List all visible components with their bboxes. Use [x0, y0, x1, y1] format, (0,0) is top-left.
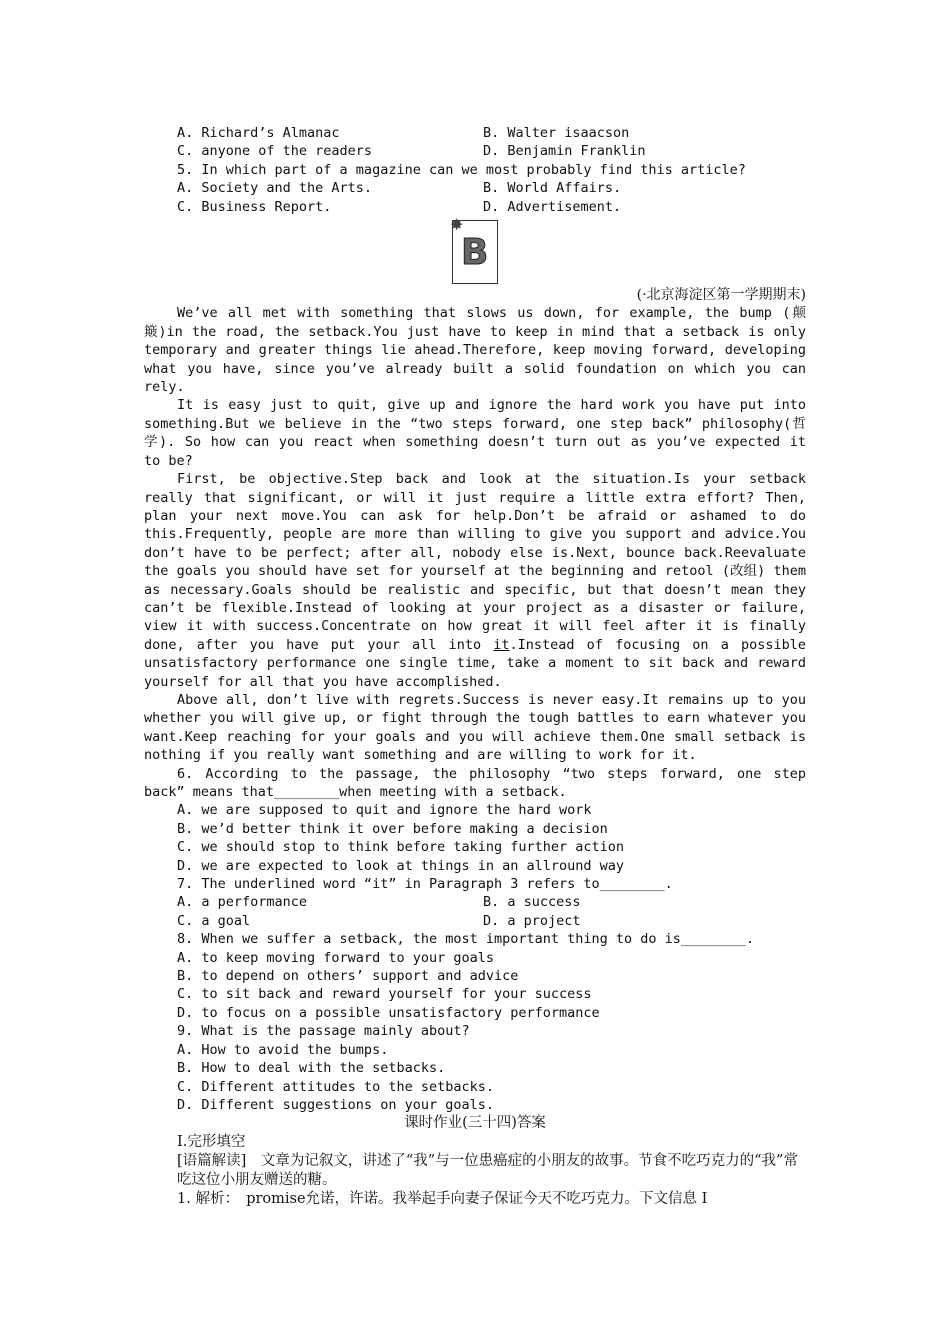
answers-title: 课时作业(三十四)答案 — [404, 1115, 546, 1132]
q5-option-d: D. Advertisement. — [483, 198, 622, 215]
q6-stem: 6. According to the passage, the philosophy “two steps forward, one step back” means that________when meeting with a setback. — [144, 765, 806, 800]
q5-options-row-2 — [144, 198, 806, 216]
q9-stem: 9. What is the passage mainly about? — [177, 1023, 470, 1040]
q7-option-c: C. a goal — [177, 912, 251, 929]
q6-option-a: A. we are supposed to quit and ignore the hard work — [177, 802, 592, 819]
q7-option-a: A. a performance — [177, 894, 308, 911]
answers-item-1: 1. 解析： promise允诺，许诺。我举起手向妻子保证今天不吃巧克力。下文信息 I — [177, 1190, 708, 1207]
answers-analysis-text: [语篇解读] 文章为记叙文，讲述了“我”与一位患癌症的小朋友的故事。节食不吃巧克力的“我”常吃这位小朋友赠送的糖。 — [177, 1152, 798, 1188]
q5-stem: 5. In which part of a magazine can we most probably find this article? — [177, 161, 746, 178]
star-badge-icon: ✸ — [450, 215, 464, 235]
passage-paragraph-1: We’ve all met with something that slows us down, for example, the bump (颠簸)in the road, the setback.You just have to keep in mind that a setback is only temporary and greater things lie ahead.Therefore, keep moving forward, developing what you have, since you’ve already built a solid foundation on which you can rely. — [144, 305, 806, 396]
answers-section-heading: I.完形填空 — [177, 1133, 246, 1150]
q5-option-b: B. World Affairs. — [483, 180, 622, 197]
q4-option-b: B. Walter isaacson — [483, 125, 630, 141]
q6-option-c: C. we should stop to think before taking further action — [177, 839, 625, 856]
passage-paragraph-4: Above all, don’t live with regrets.Success is never easy.It remains up to you whether you will give up, or fight through the tough battles to earn whatever you want.Keep reaching for your goals and you will achieve them.One small setback is nothing if you really want something and are willing to work for it. — [144, 691, 806, 764]
q4-options-row-2 — [144, 142, 806, 160]
q8-option-b: B. to depend on others’ support and advice — [177, 968, 519, 985]
section-letter: B — [461, 232, 489, 274]
q8-stem: 8. When we suffer a setback, the most important thing to do is________. — [177, 931, 755, 948]
q9-option-d: D. Different suggestions on your goals. — [177, 1096, 494, 1113]
passage-paragraph-2: It is easy just to quit, give up and ignore the hard work you have put into something.But we believe in the “two steps forward, one step back” philosophy(哲学). So how can you react when something doesn’t turn out as you’ve expected it to be? — [144, 397, 806, 469]
q9-option-c: C. Different attitudes to the setbacks. — [177, 1078, 494, 1095]
q5-option-a: A. Society and the Arts. — [177, 180, 373, 197]
section-b-logo — [144, 215, 806, 284]
paragraph-3-part-1: First, be objective.Step back and look at the situation.Is your setback really that significant, or will it just require a little extra effort? Then, plan your next move.You can ask for help.Don’t be afraid or ashamed to do this.Frequently, people are more than willing to give you support and advice.You don’t have to be perfect; after all, nobody else is.Next, bounce back.Reevaluate the goals you should have set for yourself at the beginning and retool (改组) them as necessary.Goals should be realistic and specific, but that doesn’t mean they can’t be flexible.Instead of looking at your project as a disaster or failure, view it with success.Concentrate on how great it will feel after it is finally done, after you have put your all into — [144, 471, 806, 653]
section-letter-badge — [450, 215, 498, 284]
q5-option-c: C. Business Report. — [177, 198, 332, 215]
q4-options-row-1 — [144, 124, 806, 142]
q4-option-d: D. Benjamin Franklin — [483, 143, 646, 160]
q4-option-c: C. anyone of the readers — [177, 143, 373, 160]
passage-source: (·北京海淀区第一学期期末) — [636, 287, 806, 304]
paragraph-3-part-2: .Instead of focusing on a possible unsatisfactory performance one single time, take a moment to sit back and reward yourself for all that you have accomplished. — [144, 636, 806, 690]
document-page — [144, 124, 806, 1209]
q9-option-a: A. How to avoid the bumps. — [177, 1041, 389, 1058]
q6-option-d: D. we are expected to look at things in an allround way — [177, 857, 625, 874]
q9-option-b: B. How to deal with the setbacks. — [177, 1060, 446, 1077]
underlined-word-it: it — [493, 636, 510, 653]
q8-option-c: C. to sit back and reward yourself for your success — [177, 986, 592, 1003]
q7-stem: 7. The underlined word “it” in Paragraph 3 refers to________. — [177, 876, 673, 893]
answers-analysis — [144, 1152, 806, 1190]
q8-option-a: A. to keep moving forward to your goals — [177, 949, 494, 966]
q8-option-d: D. to focus on a possible unsatisfactory performance — [177, 1004, 600, 1021]
q7-options-row-2 — [144, 912, 806, 930]
q7-option-b: B. a success — [483, 894, 581, 911]
q7-option-d: D. a project — [483, 912, 581, 929]
q4-option-a: A. Richard’s Almanac — [177, 125, 340, 141]
passage-paragraph-3 — [144, 470, 806, 691]
q5-options-row-1 — [144, 179, 806, 197]
q7-options-row-1 — [144, 893, 806, 911]
q6-option-b: B. we’d better think it over before making a decision — [177, 820, 608, 837]
